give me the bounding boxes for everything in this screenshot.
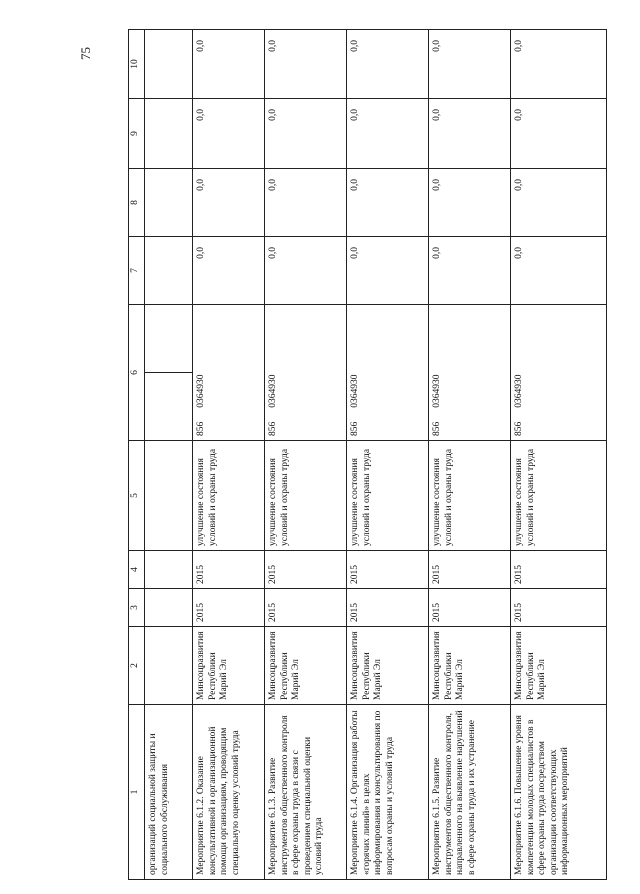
table-row [511,30,607,880]
grbs-code: 856 [350,421,360,436]
value-col-8: 0,0 [429,169,511,237]
start-year: 2015 [347,589,429,627]
end-year: 2015 [511,551,607,589]
measure-name: Мероприятие 6.1.2. Оказание консультативной и организационной помощи организациям, проводящим специальную оценку условий труда [193,705,265,880]
value-col-10: 0,0 [511,30,607,99]
budget-code [193,305,265,441]
value-col-7: 0,0 [193,237,265,305]
budget-code [429,305,511,441]
end-year: 2015 [347,551,429,589]
expected-result: улучшение состояния условий и охраны труда [265,441,347,551]
executor: Минсоцразвития Республики Марий Эл [265,627,347,705]
value-col-9: 0,0 [511,99,607,169]
header-cell: 4 [129,551,145,589]
value-col-10: 0,0 [265,30,347,99]
continuation-text: организаций социальной защиты и социального обслуживания [145,705,193,880]
grbs-code: 856 [196,421,206,436]
header-cell: 10 [129,30,145,99]
executor: Минсоцразвития Республики Марий Эл [193,627,265,705]
header-cell: 5 [129,441,145,551]
header-cell: 6 [129,305,145,441]
measure-name: Мероприятие 6.1.4. Организация работы «горячих линий» в целях информирования и консультирования по вопросам охраны и условий труда [347,705,429,880]
executor: Минсоцразвития Республики Марий Эл [429,627,511,705]
measure-name: Мероприятие 6.1.6. Повышение уровня компетенции молодых специалистов в сфере охраны труда посредством организации соответствующих информационных мероприятий [511,705,607,880]
value-col-7: 0,0 [265,237,347,305]
csr-code: 0364930 [432,374,442,408]
end-year: 2015 [265,551,347,589]
table-row [265,30,347,880]
csr-code: 0364930 [268,374,278,408]
measure-name: Мероприятие 6.1.5. Развитие инструментов общественного контроля, направленного на выявление нарушений в сфере охраны труда и их устранение [429,705,511,880]
header-cell: 8 [129,169,145,237]
expected-result: улучшение состояния условий и охраны труда [429,441,511,551]
value-col-7: 0,0 [429,237,511,305]
start-year: 2015 [193,589,265,627]
start-year: 2015 [511,589,607,627]
value-col-10: 0,0 [429,30,511,99]
value-col-9: 0,0 [347,99,429,169]
value-col-7: 0,0 [347,237,429,305]
expected-result: улучшение состояния условий и охраны труда [511,441,607,551]
end-year: 2015 [193,551,265,589]
csr-code: 0364930 [196,374,206,408]
header-cell: 7 [129,237,145,305]
start-year: 2015 [265,589,347,627]
column-number-header [129,30,145,880]
measure-name: Мероприятие 6.1.3. Развитие инструментов общественного контроля в сфере охраны труда в связи с проведением специальной оценки условий труда [265,705,347,880]
value-col-8: 0,0 [193,169,265,237]
value-col-8: 0,0 [511,169,607,237]
value-col-9: 0,0 [193,99,265,169]
header-cell: 1 [129,705,145,880]
expected-result: улучшение состояния условий и охраны труда [347,441,429,551]
budget-code [347,305,429,441]
grbs-code: 856 [268,421,278,436]
end-year: 2015 [429,551,511,589]
table-row [193,30,265,880]
header-cell: 2 [129,627,145,705]
budget-code [265,305,347,441]
executor: Минсоцразвития Республики Марий Эл [347,627,429,705]
rotated-table-sheet [128,30,636,880]
value-col-10: 0,0 [347,30,429,99]
budget-code [511,305,607,441]
value-col-9: 0,0 [429,99,511,169]
measure-rows [193,30,607,880]
csr-code: 0364930 [350,374,360,408]
grbs-code: 856 [514,421,524,436]
value-col-8: 0,0 [265,169,347,237]
header-cell: 3 [129,589,145,627]
grbs-code: 856 [432,421,442,436]
measures-table [128,29,607,880]
table-row [347,30,429,880]
value-col-8: 0,0 [347,169,429,237]
page-number: 75 [78,47,93,60]
value-col-10: 0,0 [193,30,265,99]
start-year: 2015 [429,589,511,627]
table-row [429,30,511,880]
header-cell: 9 [129,99,145,169]
value-col-9: 0,0 [265,99,347,169]
table-row-continuation [145,30,193,880]
executor: Минсоцразвития Республики Марий Эл [511,627,607,705]
csr-code: 0364930 [514,374,524,408]
expected-result: улучшение состояния условий и охраны труда [193,441,265,551]
value-col-7: 0,0 [511,237,607,305]
